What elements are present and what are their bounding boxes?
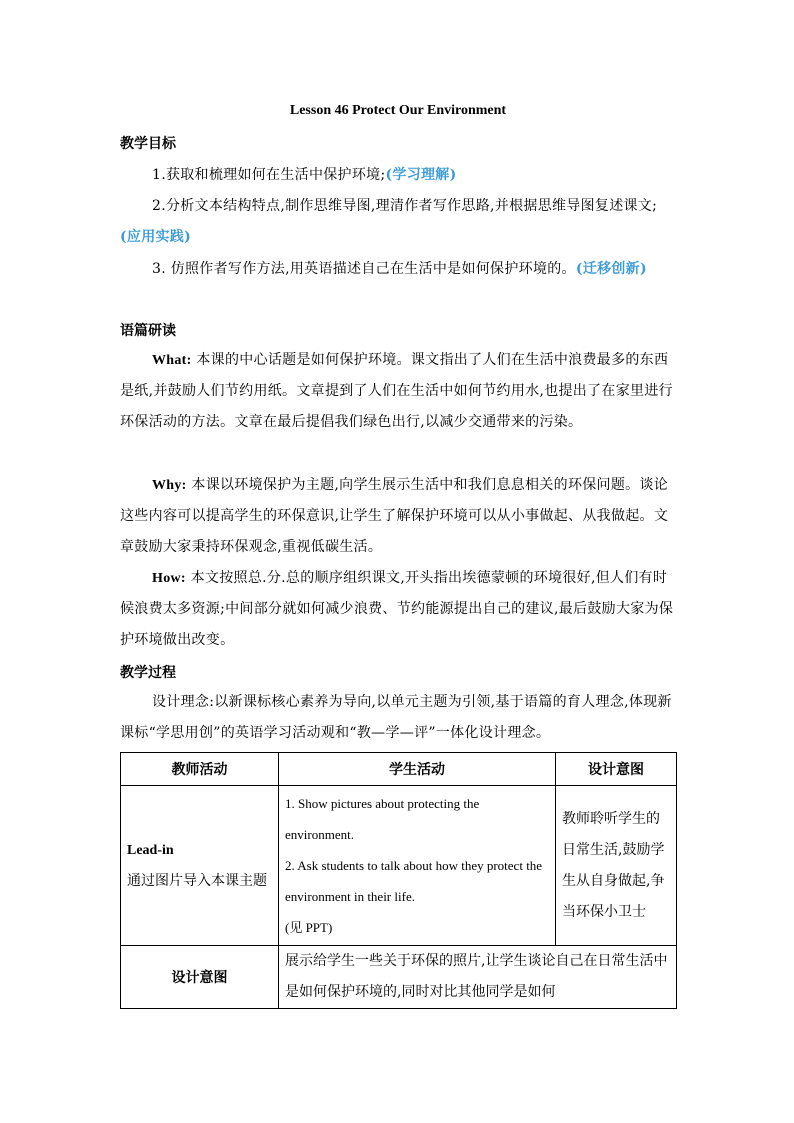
header-teacher: 教师活动 (121, 753, 279, 786)
objective-tag: (迁移创新) (575, 261, 647, 277)
analysis-what (120, 345, 676, 438)
lead-in-title: Lead-in (127, 842, 174, 858)
objective-text: 3. 仿照作者写作方法,用英语描述自己在生活中是如何保护环境的。 (152, 261, 576, 277)
intent-cell: 教师聆听学生的日常生活,鼓励学生从自身做起,争当环保小卫士 (556, 786, 677, 946)
design-intent-label: 设计意图 (121, 946, 279, 1009)
why-text: 本课以环境保护为主题,向学生展示生活中和我们息息相关的环保问题。谈论这些内容可以提高学生的环保意识,让学生了解保护环境可以从小事做起、从我做起。文章鼓励大家秉持环保观念,重视低碳生活。 (120, 477, 669, 555)
process-heading: 教学过程 (120, 665, 176, 681)
table-header-row (121, 753, 677, 786)
student-line: 2. Ask students to talk about how they protect the environment in their life. (285, 858, 543, 904)
student-activity-cell (279, 786, 556, 946)
student-line: 1. Show pictures about protecting the environment. (285, 796, 480, 842)
objective-tag: (应用实践) (120, 229, 192, 245)
objectives-heading: 教学目标 (120, 136, 176, 152)
what-text: 本课的中心话题是如何保护环境。课文指出了人们在生活中浪费最多的东西是纸,并鼓励人们节约用纸。文章提到了人们在生活中如何节约用水,也提出了在家里进行环保活动的方法。文章在最后提倡我们绿色出行,以减少交通带来的污染。 (120, 352, 673, 430)
design-concept: 设计理念:以新课标核心素养为导向,以单元主题为引领,基于语篇的育人理念,体现新课标“学思用创”的英语学习活动观和“教—学—评”一体化设计理念。 (120, 694, 672, 741)
student-line: (见 PPT) (285, 920, 333, 935)
what-label: What: (152, 353, 192, 368)
objective-tag: (学习理解) (385, 167, 457, 183)
objective-item-2 (120, 191, 676, 253)
header-intent: 设计意图 (556, 753, 677, 786)
analysis-why (120, 470, 676, 563)
how-text: 本文按照总.分.总的顺序组织课文,开头指出埃德蒙顿的环境很好,但人们有时候浪费太多资源;中间部分就如何减少浪费、节约能源提出自己的建议,最后鼓励大家为保护环境做出改变。 (120, 570, 674, 648)
objective-text: 1.获取和梳理如何在生活中保护环境; (152, 167, 386, 183)
table-row (121, 946, 677, 1009)
objective-item-1 (120, 160, 676, 191)
objective-text: 2.分析文本结构特点,制作思维导图,理清作者写作思路,并根据思维导图复述课文; (152, 198, 658, 214)
why-label: Why: (152, 478, 187, 493)
analysis-heading: 语篇研读 (120, 323, 176, 339)
header-student: 学生活动 (279, 753, 556, 786)
design-intent-text: 展示给学生一些关于环保的照片,让学生谈论自己在日常生活中是如何保护环境的,同时对比其他同学是如何 (279, 946, 677, 1009)
table-row (121, 786, 677, 946)
teacher-activity-cell (121, 786, 279, 946)
teacher-activity-text: 通过图片导入本课主题 (127, 872, 267, 889)
lesson-plan-table (120, 752, 677, 1009)
how-label: How: (152, 571, 186, 586)
objective-item-3 (120, 254, 676, 285)
lesson-title: Lesson 46 Protect Our Environment (289, 103, 507, 118)
analysis-how (120, 563, 676, 656)
